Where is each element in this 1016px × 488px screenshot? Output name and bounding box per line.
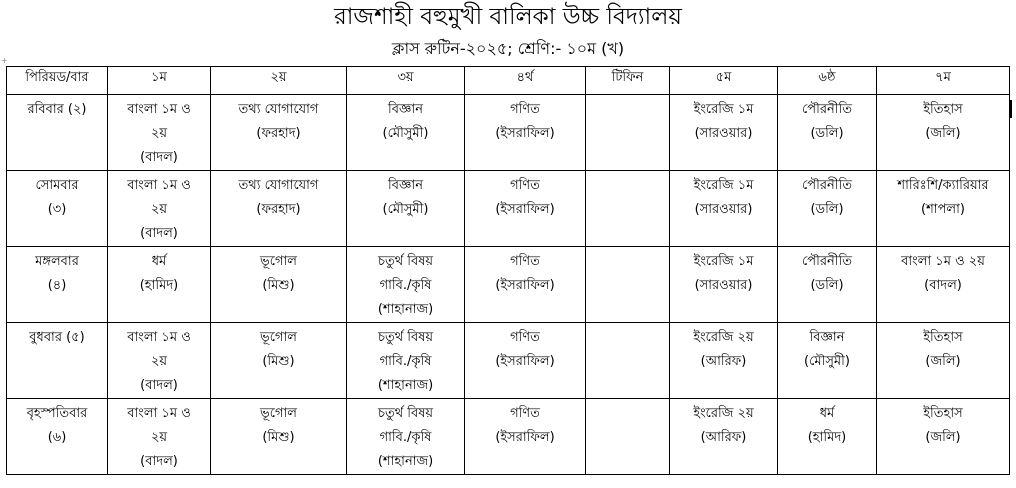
teacher-name: (ফরহাদ) <box>256 126 301 141</box>
teacher-name: (মিশু) <box>262 354 295 369</box>
day-label: (৪) <box>47 278 67 293</box>
day-cell <box>7 95 108 171</box>
class-cell <box>670 399 778 475</box>
class-routine-table <box>6 66 1010 475</box>
column-header-period-8: ৭ম <box>877 67 1010 95</box>
subject-name: গণিত <box>510 102 540 117</box>
class-cell <box>465 323 586 399</box>
class-cell <box>108 247 211 323</box>
subject-name: বাংলা ১ম ও <box>127 102 191 117</box>
class-cell <box>108 171 211 247</box>
teacher-name: (ডলি) <box>810 202 844 217</box>
class-cell <box>465 399 586 475</box>
subject-name: গণিত <box>510 406 540 421</box>
class-cell <box>778 399 877 475</box>
class-cell <box>347 95 465 171</box>
subject-name: পৌরনীতি <box>802 254 852 269</box>
teacher-name: (আরিফ) <box>700 430 747 445</box>
subject-name: চতুর্থ বিষয় <box>377 406 434 421</box>
column-header-period-7: ৬ষ্ঠ <box>778 67 877 95</box>
day-cell <box>7 323 108 399</box>
subject-name: ইংরেজি ২য় <box>693 406 754 421</box>
subject-name: বাংলা ১ম ও <box>127 330 191 345</box>
teacher-name: (বাদল) <box>140 226 178 241</box>
subject-name: ভূগোল <box>260 406 297 421</box>
subject-name: চতুর্থ বিষয় <box>377 254 434 269</box>
subject-name: গাবি./কৃষি <box>379 430 432 445</box>
teacher-name: (মৌসুমী) <box>804 354 850 369</box>
teacher-name: (জলি) <box>925 354 961 369</box>
table-move-handle[interactable]: + <box>1 56 8 65</box>
subject-name: ধর্ম <box>151 254 167 269</box>
subject-name: গণিত <box>510 178 540 193</box>
teacher-name: (ডলি) <box>810 126 844 141</box>
column-header-period-5: টিফিন <box>586 67 670 95</box>
subject-name: তথ্য যোগাযোগ <box>238 178 319 193</box>
teacher-name: (বাদল) <box>140 150 178 165</box>
day-label: সোমবার <box>35 178 79 193</box>
day-cell <box>7 171 108 247</box>
tiffin-cell <box>586 247 670 323</box>
teacher-name: (হামিদ) <box>807 430 847 445</box>
class-cell <box>877 323 1010 399</box>
class-cell <box>670 95 778 171</box>
day-label: রবিবার (২) <box>27 102 87 117</box>
subject-name: ইতিহাস <box>923 102 963 117</box>
column-header-period-4: ৪র্থ <box>465 67 586 95</box>
table-row <box>7 171 1010 247</box>
class-cell <box>211 95 347 171</box>
routine-subtitle: ক্লাস রুটিন-২০২৫; শ্রেণি:- ১০ম (খ) <box>391 39 625 58</box>
teacher-name: (ইসরাফিল) <box>495 354 555 369</box>
class-cell <box>211 323 347 399</box>
table-row <box>7 323 1010 399</box>
school-name: রাজশাহী বহুমুখী বালিকা উচ্চ বিদ্যালয় <box>334 4 682 30</box>
subject-name: বিজ্ঞান <box>388 178 423 193</box>
teacher-name: (ফরহাদ) <box>256 202 301 217</box>
class-cell <box>877 399 1010 475</box>
day-label: বুধবার (৫) <box>29 330 85 345</box>
class-cell <box>108 323 211 399</box>
table-row <box>7 247 1010 323</box>
teacher-name: (ইসরাফিল) <box>495 430 555 445</box>
subject-name: ভূগোল <box>260 330 297 345</box>
subject-name: ইংরেজি ১ম <box>693 178 754 193</box>
subject-name: চতুর্থ বিষয় <box>377 330 434 345</box>
subject-name: ভূগোল <box>260 254 297 269</box>
teacher-name: (মৌসুমী) <box>382 202 429 217</box>
routine-body <box>7 95 1010 475</box>
day-cell <box>7 247 108 323</box>
header-row <box>7 67 1010 95</box>
class-cell <box>877 95 1010 171</box>
teacher-name: (মৌসুমী) <box>382 126 429 141</box>
subject-name: গাবি./কৃষি <box>379 278 432 293</box>
subject-name: গণিত <box>510 254 540 269</box>
subject-name: ২য় <box>150 126 168 141</box>
teacher-name: (ইসরাফিল) <box>495 202 555 217</box>
class-cell <box>670 323 778 399</box>
subject-name: পৌরনীতি <box>802 178 852 193</box>
subject-name: ইংরেজি ২য় <box>693 330 754 345</box>
class-cell <box>108 95 211 171</box>
class-cell <box>347 399 465 475</box>
teacher-name: (ইসরাফিল) <box>495 126 555 141</box>
teacher-name: (শাহানাজ) <box>377 378 434 393</box>
class-cell <box>211 247 347 323</box>
class-cell <box>211 399 347 475</box>
class-cell <box>347 247 465 323</box>
class-cell <box>347 323 465 399</box>
column-header-period-day: পিরিয়ড/বার <box>7 67 108 95</box>
teacher-name: (শাহানাজ) <box>377 302 434 317</box>
class-cell <box>778 247 877 323</box>
class-cell <box>465 247 586 323</box>
day-label: মঙ্গলবার <box>35 254 79 269</box>
teacher-name: (বাদল) <box>140 454 178 469</box>
subject-name: গাবি./কৃষি <box>379 354 432 369</box>
teacher-name: (শাহানাজ) <box>377 454 434 469</box>
teacher-name: (শাপলা) <box>921 202 965 217</box>
tiffin-cell <box>586 399 670 475</box>
class-cell <box>877 171 1010 247</box>
column-header-period-1: ১ম <box>108 67 211 95</box>
teacher-name: (ডলি) <box>810 278 844 293</box>
tiffin-cell <box>586 171 670 247</box>
teacher-name: (আরিফ) <box>700 354 747 369</box>
subject-name: ২য় <box>150 202 168 217</box>
class-cell <box>108 399 211 475</box>
teacher-name: (সারওয়ার) <box>694 278 753 293</box>
teacher-name: (বাদল) <box>924 278 962 293</box>
class-cell <box>347 171 465 247</box>
class-cell <box>670 171 778 247</box>
subject-name: গণিত <box>510 330 540 345</box>
tiffin-cell <box>586 323 670 399</box>
class-cell <box>211 171 347 247</box>
subject-name: ইংরেজি ১ম <box>693 254 754 269</box>
class-cell <box>778 95 877 171</box>
column-header-period-3: ৩য় <box>347 67 465 95</box>
tiffin-cell <box>586 95 670 171</box>
teacher-name: (সারওয়ার) <box>694 202 753 217</box>
subject-name: শারিঃশি/ক্যারিয়ার <box>897 178 989 193</box>
subject-name: বিজ্ঞান <box>388 102 423 117</box>
subject-name: বাংলা ১ম ও <box>127 178 191 193</box>
class-cell <box>778 323 877 399</box>
subject-name: ইংরেজি ১ম <box>693 102 754 117</box>
class-cell <box>778 171 877 247</box>
column-header-period-2: ২য় <box>211 67 347 95</box>
teacher-name: (মিশু) <box>262 278 295 293</box>
subject-name: বাংলা ১ম ও <box>127 406 191 421</box>
day-label: বৃহস্পতিবার <box>26 406 88 421</box>
class-cell <box>465 171 586 247</box>
teacher-name: (ইসরাফিল) <box>495 278 555 293</box>
subject-name: তথ্য যোগাযোগ <box>238 102 319 117</box>
teacher-name: (বাদল) <box>140 378 178 393</box>
day-cell <box>7 399 108 475</box>
teacher-name: (জলি) <box>925 126 961 141</box>
teacher-name: (সারওয়ার) <box>694 126 753 141</box>
subject-name: ধর্ম <box>819 406 835 421</box>
teacher-name: (মিশু) <box>262 430 295 445</box>
column-header-period-6: ৫ম <box>670 67 778 95</box>
class-cell <box>670 247 778 323</box>
day-label: (৩) <box>47 202 67 217</box>
table-row <box>7 399 1010 475</box>
class-cell <box>877 247 1010 323</box>
table-row <box>7 95 1010 171</box>
teacher-name: (জলি) <box>925 430 961 445</box>
subject-name: ইতিহাস <box>923 406 963 421</box>
class-cell <box>465 95 586 171</box>
subject-name: ইতিহাস <box>923 330 963 345</box>
subject-name: বিজ্ঞান <box>809 330 845 345</box>
subject-name: ২য় <box>150 430 168 445</box>
day-label: (৬) <box>47 430 67 445</box>
text-cursor <box>1010 100 1012 118</box>
subject-name: ২য় <box>150 354 168 369</box>
teacher-name: (হামিদ) <box>139 278 179 293</box>
subject-name: পৌরনীতি <box>802 102 852 117</box>
subject-name: বাংলা ১ম ও ২য় <box>901 254 985 269</box>
